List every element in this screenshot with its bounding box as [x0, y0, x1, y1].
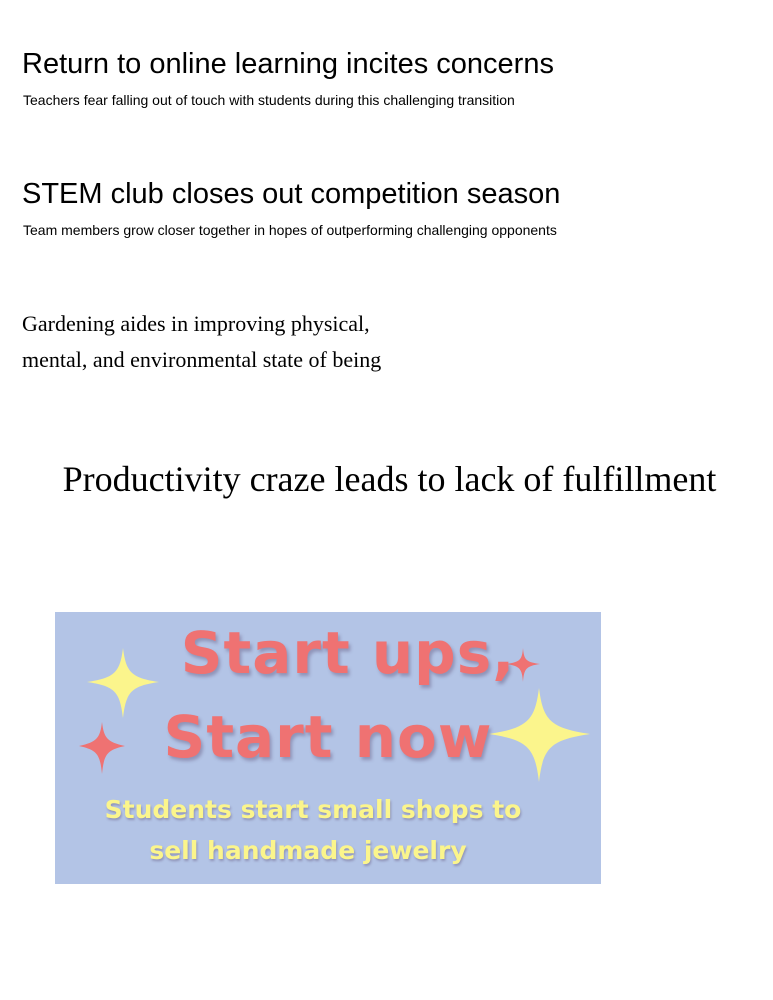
- banner-title-line1: Start ups,: [180, 619, 516, 687]
- headline-gardening-line2: mental, and environmental state of being: [22, 347, 382, 372]
- subhead-online-learning: Teachers fear falling out of touch with students during this challenging transition: [23, 92, 515, 108]
- headline-online-learning: Return to online learning incites concerns: [22, 48, 554, 80]
- headline-gardening: [22, 306, 442, 378]
- headline-gardening-line1: Gardening aides in improving physical,: [22, 311, 370, 336]
- banner-subtitle-line1: Students start small shops to: [104, 795, 522, 824]
- banner-title-line2: Start now: [163, 703, 493, 771]
- banner-subtitle-line2: sell handmade jewelry: [149, 836, 467, 865]
- startups-banner: [55, 612, 601, 884]
- subhead-stem-club: Team members grow closer together in hopes of outperforming challenging opponents: [23, 222, 557, 238]
- headline-productivity: Productivity craze leads to lack of fulfillment: [62, 459, 717, 499]
- headline-stem-club: STEM club closes out competition season: [22, 178, 561, 210]
